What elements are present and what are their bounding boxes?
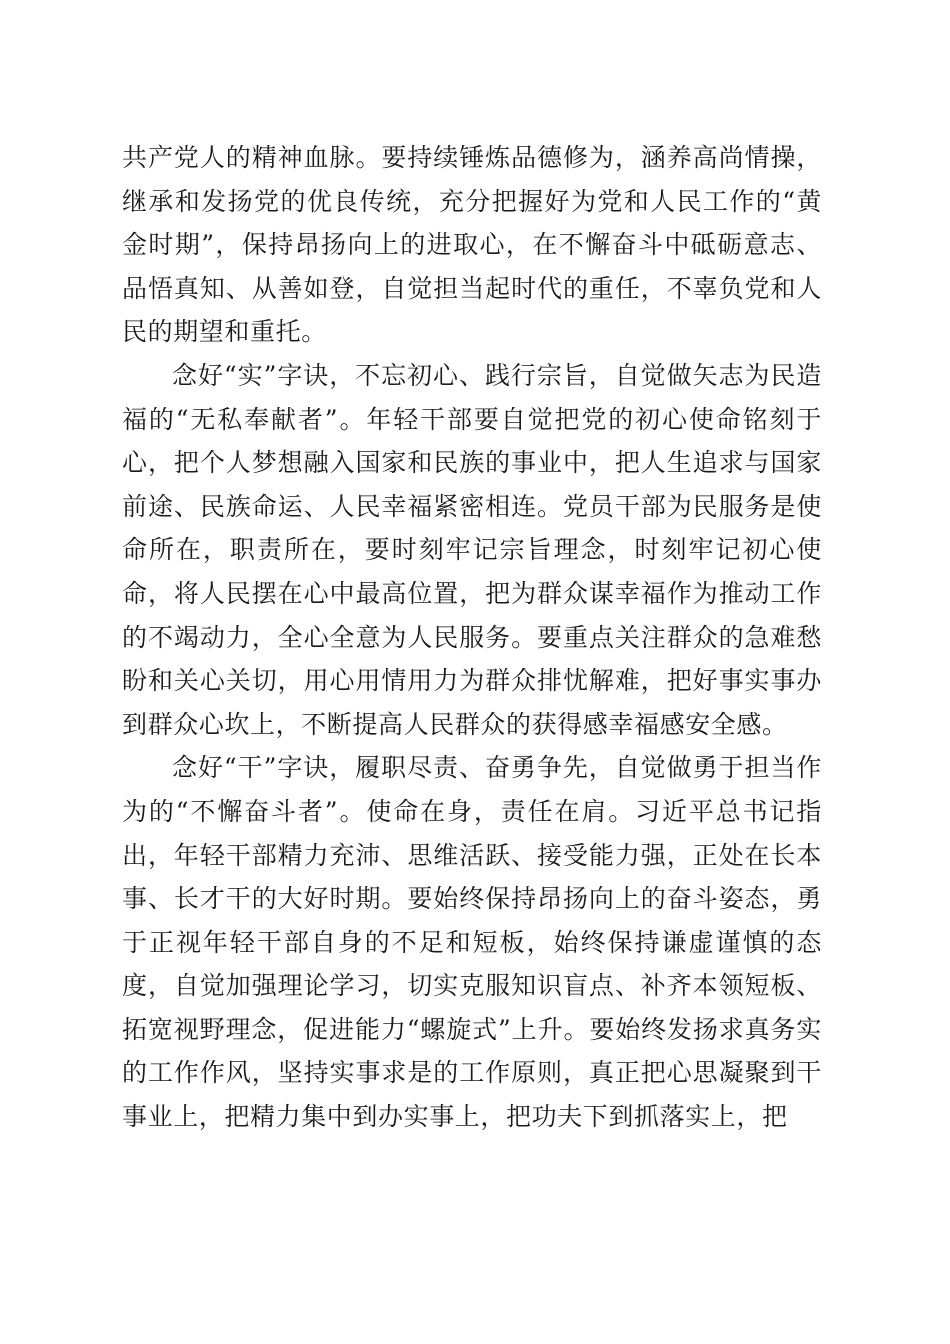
paragraph-gan: 念好“干”字诀，履职尽责、奋勇争先，自觉做勇于担当作为的“不懈奋斗者”。使命在身，责任在肩。习近平总书记指出，年轻干部精力充沛、思维活跃、接受能力强，正处在长本事、长才干的大好时期。要始终保持昂扬向上的奋斗姿态，勇于正视年轻干部自身的不足和短板，始终保持谦虚谨慎的态度，自觉加强理论学习，切实克服知识盲点、补齐本领短板、拓宽视野理念，促进能力“螺旋式”上升。要始终发扬求真务实的工作作风，坚持实事求是的工作原则，真正把心思凝聚到干事业上，把精力集中到办实事上，把功夫下到抓落实上，把 — [122, 753, 822, 1132]
paragraph-continuation: 共产党人的精神血脉。要持续锤炼品德修为，涵养高尚情操，继承和发扬党的优良传统，充分把握好为党和人民工作的“黄金时期”，保持昂扬向上的进取心，在不懈奋斗中砥砺意志、品悟真知、从善如登，自觉担当起时代的重任，不辜负党和人民的期望和重托。 — [122, 143, 822, 347]
document-body — [122, 136, 822, 1139]
paragraph-shi: 念好“实”字诀，不忘初心、践行宗旨，自觉做矢志为民造福的“无私奉献者”。年轻干部要自觉把党的初心使命铭刻于心，把个人梦想融入国家和民族的事业中，把人生追求与国家前途、民族命运、人民幸福紧密相连。党员干部为民服务是使命所在，职责所在，要时刻牢记宗旨理念，时刻牢记初心使命，将人民摆在心中最高位置，把为群众谋幸福作为推动工作的不竭动力，全心全意为人民服务。要重点关注群众的急难愁盼和关心关切，用心用情用力为群众排忧解难，把好事实事办到群众心坎上，不断提高人民群众的获得感幸福感安全感。 — [122, 360, 822, 739]
